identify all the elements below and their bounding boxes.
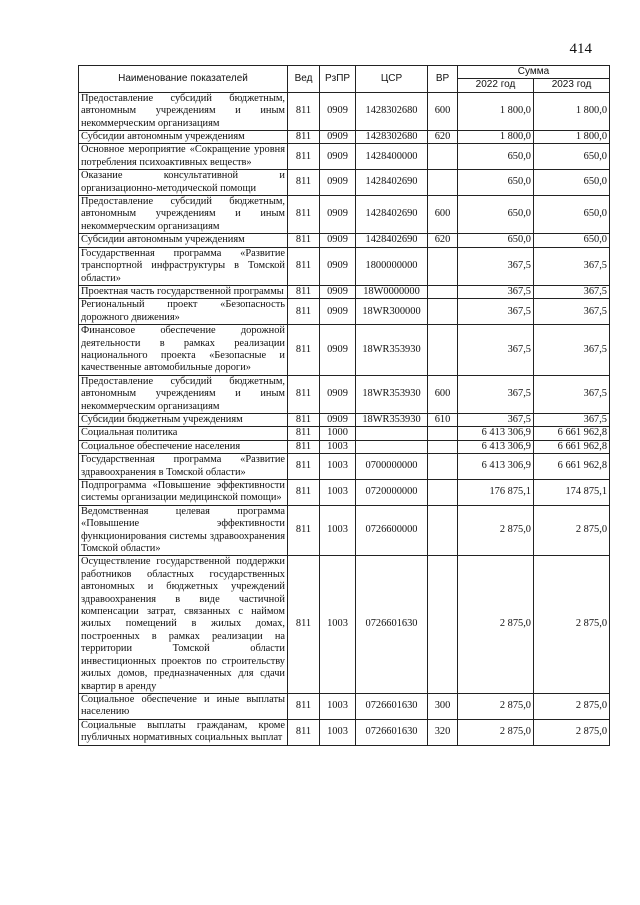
- cell-y2022: 2 875,0: [458, 556, 534, 693]
- cell-rzpr: 0909: [320, 285, 356, 298]
- cell-ved: 811: [288, 427, 320, 440]
- table-header: [79, 66, 610, 93]
- cell-rzpr: 0909: [320, 170, 356, 196]
- cell-rzpr: 0909: [320, 413, 356, 426]
- cell-name: Финансовое обеспечение дорожной деятельности в рамках реализации национального проекта «Безопасные и качественные автомобильные дороги»: [79, 325, 288, 376]
- table-row: [79, 719, 610, 745]
- cell-ved: 811: [288, 454, 320, 480]
- cell-y2023: 6 661 962,8: [534, 454, 610, 480]
- cell-ved: 811: [288, 285, 320, 298]
- cell-rzpr: 1003: [320, 440, 356, 453]
- cell-rzpr: 1003: [320, 719, 356, 745]
- cell-csr: 1428400000: [356, 144, 428, 170]
- cell-y2023: 650,0: [534, 144, 610, 170]
- cell-rzpr: 1003: [320, 454, 356, 480]
- cell-ved: 811: [288, 196, 320, 234]
- cell-ved: 811: [288, 299, 320, 325]
- cell-y2023: 367,5: [534, 325, 610, 376]
- cell-y2023: 650,0: [534, 196, 610, 234]
- cell-y2023: 650,0: [534, 234, 610, 247]
- cell-vr: 620: [428, 234, 458, 247]
- cell-rzpr: 0909: [320, 196, 356, 234]
- cell-y2023: 1 800,0: [534, 92, 610, 130]
- cell-name: Подпрограмма «Повышение эффективности системы организации медицинской помощи»: [79, 480, 288, 506]
- header-2022: 2022 год: [458, 79, 534, 92]
- cell-y2023: 367,5: [534, 413, 610, 426]
- cell-csr: 18W0000000: [356, 285, 428, 298]
- table-row: [79, 454, 610, 480]
- cell-vr: 320: [428, 719, 458, 745]
- cell-ved: 811: [288, 480, 320, 506]
- cell-rzpr: 1000: [320, 427, 356, 440]
- cell-vr: [428, 480, 458, 506]
- cell-vr: [428, 170, 458, 196]
- cell-csr: 1428402690: [356, 196, 428, 234]
- cell-name: Социальная политика: [79, 427, 288, 440]
- cell-csr: 1428302680: [356, 131, 428, 144]
- cell-y2023: 367,5: [534, 299, 610, 325]
- cell-name: Субсидии автономным учреждениям: [79, 131, 288, 144]
- cell-y2023: 367,5: [534, 375, 610, 413]
- cell-ved: 811: [288, 131, 320, 144]
- cell-rzpr: 0909: [320, 234, 356, 247]
- table-row: [79, 144, 610, 170]
- cell-y2023: 2 875,0: [534, 719, 610, 745]
- table-row: [79, 247, 610, 285]
- cell-y2023: 6 661 962,8: [534, 427, 610, 440]
- cell-ved: 811: [288, 556, 320, 693]
- cell-vr: [428, 285, 458, 298]
- cell-vr: [428, 556, 458, 693]
- cell-rzpr: 1003: [320, 505, 356, 556]
- table-body: [79, 92, 610, 745]
- table-row: [79, 325, 610, 376]
- cell-rzpr: 0909: [320, 144, 356, 170]
- table-row: [79, 170, 610, 196]
- cell-csr: 1428402690: [356, 170, 428, 196]
- cell-y2022: 1 800,0: [458, 131, 534, 144]
- cell-y2022: 6 413 306,9: [458, 440, 534, 453]
- cell-csr: 0726601630: [356, 719, 428, 745]
- header-rzpr: РзПР: [320, 66, 356, 93]
- cell-vr: 600: [428, 92, 458, 130]
- cell-ved: 811: [288, 505, 320, 556]
- cell-name: Региональный проект «Безопасность дорожного движения»: [79, 299, 288, 325]
- cell-csr: 0726601630: [356, 556, 428, 693]
- cell-ved: 811: [288, 693, 320, 719]
- cell-name: Социальное обеспечение и иные выплаты населению: [79, 693, 288, 719]
- cell-name: Предоставление субсидий бюджетным, автономным учреждениям и иным некоммерческим организациям: [79, 196, 288, 234]
- cell-name: Осуществление государственной поддержки работников областных государственных автономных и бюджетных учреждений здравоохранения в виде частичной компенсации затрат, связанных с наймом жилых помещений в жилых домах, построенных в рамках реализации на территории Томской области инвестиционных проектов по строительству жилых домов, предназначенных для сдачи квартир в аренду: [79, 556, 288, 693]
- cell-csr: [356, 440, 428, 453]
- cell-vr: [428, 144, 458, 170]
- cell-name: Субсидии бюджетным учреждениям: [79, 413, 288, 426]
- table-row: [79, 375, 610, 413]
- header-csr: ЦСР: [356, 66, 428, 93]
- cell-rzpr: 1003: [320, 556, 356, 693]
- cell-name: Ведомственная целевая программа «Повышение эффективности функционирования системы здравоохранения Томской области»: [79, 505, 288, 556]
- cell-y2023: 367,5: [534, 247, 610, 285]
- cell-y2022: 176 875,1: [458, 480, 534, 506]
- cell-vr: [428, 427, 458, 440]
- table-row: [79, 480, 610, 506]
- cell-vr: [428, 325, 458, 376]
- cell-vr: 300: [428, 693, 458, 719]
- cell-csr: 18WR300000: [356, 299, 428, 325]
- cell-csr: 0726600000: [356, 505, 428, 556]
- cell-vr: 610: [428, 413, 458, 426]
- cell-rzpr: 0909: [320, 299, 356, 325]
- cell-name: Государственная программа «Развитие транспортной инфраструктуры в Томской области»: [79, 247, 288, 285]
- cell-rzpr: 0909: [320, 325, 356, 376]
- header-sum: Сумма: [458, 66, 610, 79]
- cell-ved: 811: [288, 92, 320, 130]
- header-2023: 2023 год: [534, 79, 610, 92]
- cell-ved: 811: [288, 375, 320, 413]
- cell-name: Оказание консультативной и организационно-методической помощи: [79, 170, 288, 196]
- cell-csr: 0726601630: [356, 693, 428, 719]
- cell-ved: 811: [288, 144, 320, 170]
- cell-vr: 600: [428, 196, 458, 234]
- cell-vr: [428, 247, 458, 285]
- cell-y2022: 367,5: [458, 325, 534, 376]
- cell-rzpr: 0909: [320, 131, 356, 144]
- cell-csr: 1428302680: [356, 92, 428, 130]
- cell-vr: [428, 440, 458, 453]
- cell-csr: 0700000000: [356, 454, 428, 480]
- cell-vr: 600: [428, 375, 458, 413]
- table-row: [79, 234, 610, 247]
- table-row: [79, 299, 610, 325]
- cell-y2023: 174 875,1: [534, 480, 610, 506]
- table-row: [79, 427, 610, 440]
- table-row: [79, 556, 610, 693]
- cell-rzpr: 0909: [320, 375, 356, 413]
- cell-rzpr: 1003: [320, 693, 356, 719]
- cell-name: Проектная часть государственной программы: [79, 285, 288, 298]
- cell-y2022: 650,0: [458, 196, 534, 234]
- table-row: [79, 92, 610, 130]
- cell-y2022: 1 800,0: [458, 92, 534, 130]
- cell-y2022: 2 875,0: [458, 505, 534, 556]
- cell-name: Социальное обеспечение населения: [79, 440, 288, 453]
- cell-ved: 811: [288, 325, 320, 376]
- cell-y2022: 6 413 306,9: [458, 427, 534, 440]
- table-row: [79, 413, 610, 426]
- cell-csr: 1428402690: [356, 234, 428, 247]
- cell-name: Предоставление субсидий бюджетным, автономным учреждениям и иным некоммерческим организациям: [79, 92, 288, 130]
- cell-y2023: 367,5: [534, 285, 610, 298]
- cell-vr: [428, 299, 458, 325]
- header-name: Наименование показателей: [79, 66, 288, 93]
- cell-csr: [356, 427, 428, 440]
- header-ved: Вед: [288, 66, 320, 93]
- cell-y2023: 1 800,0: [534, 131, 610, 144]
- cell-ved: 811: [288, 413, 320, 426]
- cell-csr: 18WR353930: [356, 325, 428, 376]
- page-number: 414: [569, 41, 592, 57]
- cell-y2022: 650,0: [458, 234, 534, 247]
- table-row: [79, 693, 610, 719]
- cell-y2023: 2 875,0: [534, 693, 610, 719]
- table-row: [79, 285, 610, 298]
- cell-ved: 811: [288, 170, 320, 196]
- cell-name: Социальные выплаты гражданам, кроме публичных нормативных социальных выплат: [79, 719, 288, 745]
- cell-y2022: 650,0: [458, 144, 534, 170]
- cell-y2023: 2 875,0: [534, 556, 610, 693]
- header-vr: ВР: [428, 66, 458, 93]
- cell-csr: 0720000000: [356, 480, 428, 506]
- cell-y2022: 367,5: [458, 413, 534, 426]
- cell-vr: [428, 505, 458, 556]
- budget-table: [78, 65, 610, 746]
- cell-y2022: 367,5: [458, 299, 534, 325]
- cell-y2023: 2 875,0: [534, 505, 610, 556]
- cell-y2022: 2 875,0: [458, 719, 534, 745]
- table-row: [79, 505, 610, 556]
- table-row: [79, 440, 610, 453]
- table-row: [79, 131, 610, 144]
- cell-y2022: 367,5: [458, 247, 534, 285]
- cell-csr: 1800000000: [356, 247, 428, 285]
- cell-csr: 18WR353930: [356, 413, 428, 426]
- cell-name: Государственная программа «Развитие здравоохранения в Томской области»: [79, 454, 288, 480]
- cell-ved: 811: [288, 440, 320, 453]
- table-row: [79, 196, 610, 234]
- cell-csr: 18WR353930: [356, 375, 428, 413]
- cell-rzpr: 0909: [320, 247, 356, 285]
- cell-y2022: 367,5: [458, 285, 534, 298]
- cell-y2022: 650,0: [458, 170, 534, 196]
- cell-name: Предоставление субсидий бюджетным, автономным учреждениям и иным некоммерческим организациям: [79, 375, 288, 413]
- cell-y2023: 650,0: [534, 170, 610, 196]
- cell-ved: 811: [288, 247, 320, 285]
- cell-rzpr: 1003: [320, 480, 356, 506]
- cell-vr: 620: [428, 131, 458, 144]
- cell-vr: [428, 454, 458, 480]
- cell-y2023: 6 661 962,8: [534, 440, 610, 453]
- cell-ved: 811: [288, 719, 320, 745]
- cell-name: Основное мероприятие «Сокращение уровня потребления психоактивных веществ»: [79, 144, 288, 170]
- cell-y2022: 6 413 306,9: [458, 454, 534, 480]
- cell-rzpr: 0909: [320, 92, 356, 130]
- cell-y2022: 367,5: [458, 375, 534, 413]
- cell-y2022: 2 875,0: [458, 693, 534, 719]
- cell-name: Субсидии автономным учреждениям: [79, 234, 288, 247]
- cell-ved: 811: [288, 234, 320, 247]
